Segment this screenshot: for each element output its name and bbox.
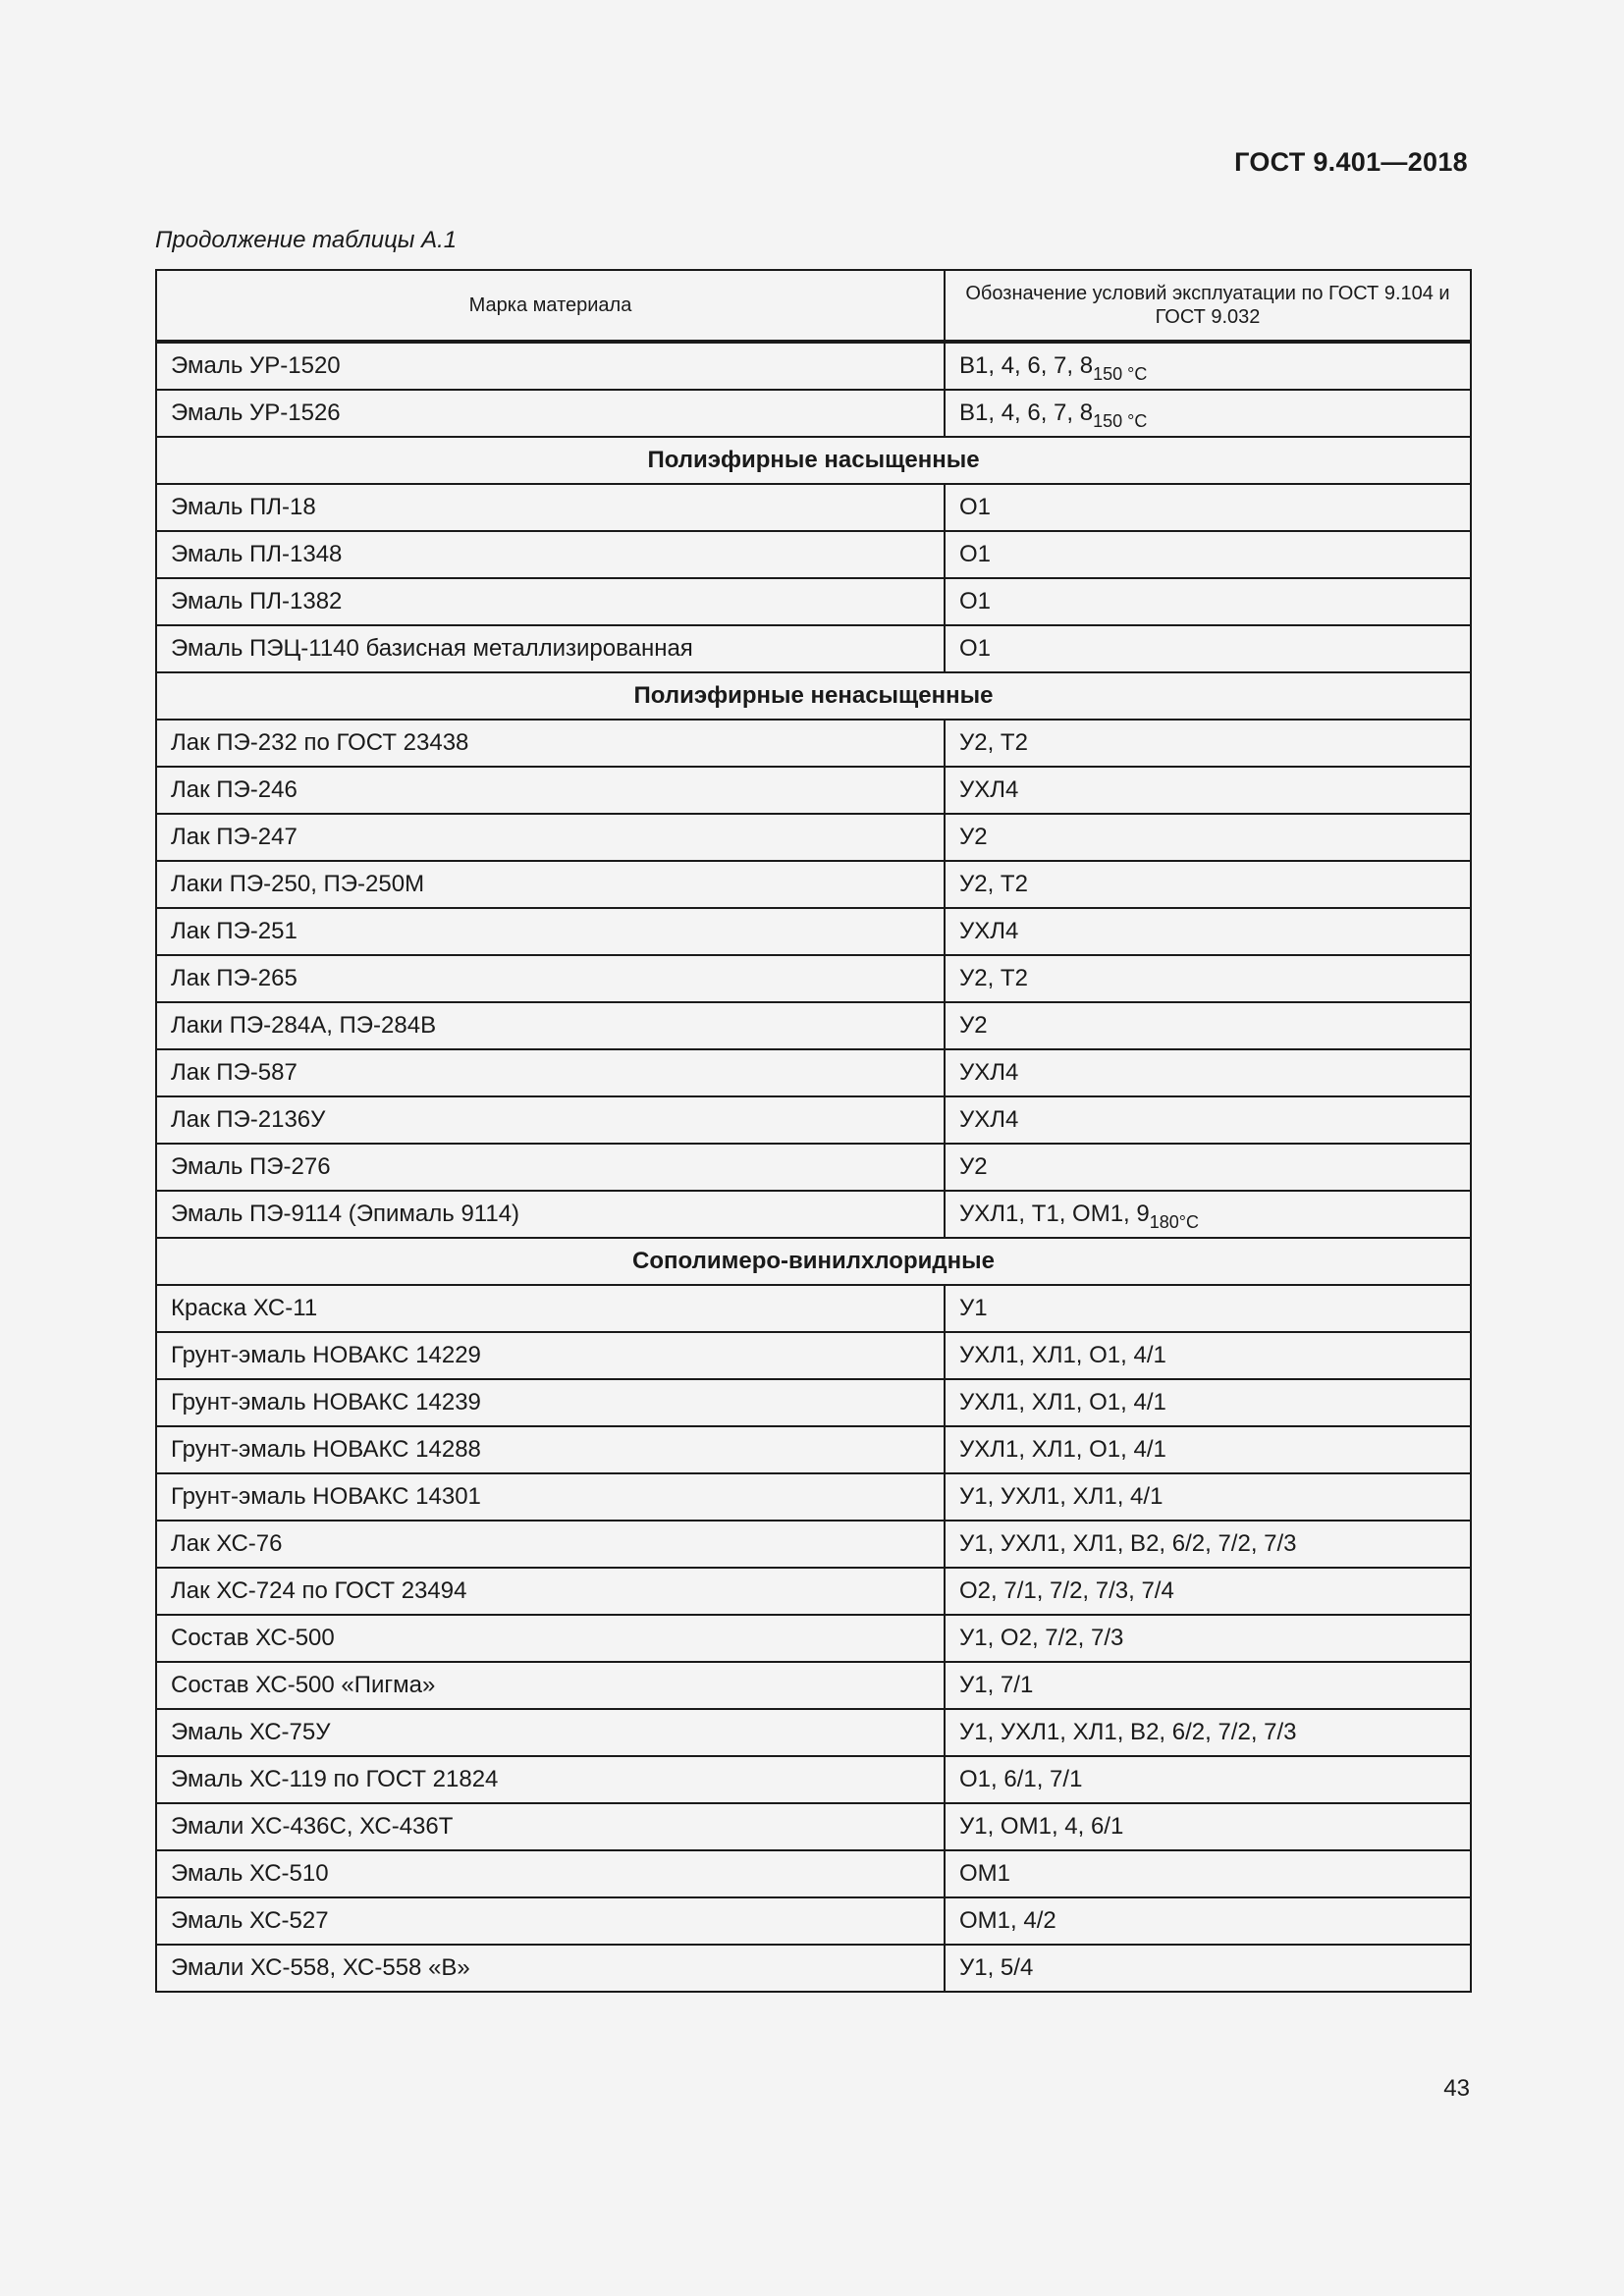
conditions-text: УХЛ4	[959, 1059, 1019, 1086]
table-row	[156, 1615, 1471, 1662]
material-cell: Краска ХС-11	[156, 1285, 945, 1332]
conditions-text: У1	[959, 1295, 988, 1321]
table-row	[156, 1191, 1471, 1238]
conditions-cell	[945, 342, 1471, 390]
conditions-cell	[945, 1049, 1471, 1096]
table-row	[156, 390, 1471, 437]
section-header-row	[156, 437, 1471, 484]
conditions-cell	[945, 720, 1471, 767]
table-row	[156, 1379, 1471, 1426]
conditions-cell	[945, 1285, 1471, 1332]
table-row	[156, 1850, 1471, 1897]
conditions-text: У1, УХЛ1, ХЛ1, В2, 6/2, 7/2, 7/3	[959, 1530, 1297, 1557]
material-cell: Лак ПЭ-587	[156, 1049, 945, 1096]
table-row	[156, 955, 1471, 1002]
conditions-cell	[945, 1803, 1471, 1850]
table-header-row	[156, 270, 1471, 342]
conditions-text: О2, 7/1, 7/2, 7/3, 7/4	[959, 1577, 1174, 1604]
material-cell: Эмаль ПЭ-276	[156, 1144, 945, 1191]
conditions-cell	[945, 625, 1471, 672]
table-row	[156, 908, 1471, 955]
conditions-text: У2	[959, 1012, 988, 1039]
conditions-text: УХЛ4	[959, 776, 1019, 803]
conditions-text: У2, Т2	[959, 871, 1028, 897]
conditions-text: УХЛ1, Т1, ОМ1, 9	[959, 1201, 1150, 1227]
section-title: Полиэфирные ненасыщенные	[156, 672, 1471, 720]
table-row	[156, 1332, 1471, 1379]
table-row	[156, 767, 1471, 814]
conditions-cell	[945, 1332, 1471, 1379]
conditions-text: У1, ОМ1, 4, 6/1	[959, 1813, 1124, 1840]
conditions-cell	[945, 1144, 1471, 1191]
material-cell: Грунт-эмаль НОВАКС 14239	[156, 1379, 945, 1426]
conditions-cell	[945, 1709, 1471, 1756]
conditions-text: О1	[959, 541, 992, 567]
conditions-cell	[945, 814, 1471, 861]
table-row	[156, 1096, 1471, 1144]
table-row	[156, 1049, 1471, 1096]
table-row	[156, 814, 1471, 861]
table-row	[156, 531, 1471, 578]
conditions-cell	[945, 1850, 1471, 1897]
standard-code: ГОСТ 9.401—2018	[1234, 147, 1468, 177]
conditions-text: В1, 4, 6, 7, 8	[959, 352, 1094, 379]
material-cell: Эмаль УР-1526	[156, 390, 945, 437]
material-cell: Лак ПЭ-246	[156, 767, 945, 814]
material-cell: Лак ПЭ-265	[156, 955, 945, 1002]
material-cell: Лак ПЭ-247	[156, 814, 945, 861]
table-row	[156, 484, 1471, 531]
conditions-text: О1, 6/1, 7/1	[959, 1766, 1083, 1792]
material-cell: Эмаль ХС-75У	[156, 1709, 945, 1756]
section-header-row	[156, 672, 1471, 720]
conditions-cell	[945, 955, 1471, 1002]
table-row	[156, 1897, 1471, 1945]
table-caption: Продолжение таблицы А.1	[155, 227, 458, 253]
conditions-text: У1, 7/1	[959, 1672, 1034, 1698]
column-header-material: Марка материала	[156, 270, 945, 342]
conditions-cell	[945, 1426, 1471, 1473]
conditions-text: УХЛ1, ХЛ1, О1, 4/1	[959, 1389, 1166, 1415]
conditions-text: ОМ1, 4/2	[959, 1907, 1056, 1934]
material-cell: Эмаль ПЭ-9114 (Эпималь 9114)	[156, 1191, 945, 1238]
conditions-text: УХЛ4	[959, 918, 1019, 944]
material-cell: Состав ХС-500	[156, 1615, 945, 1662]
conditions-cell	[945, 1191, 1471, 1238]
temperature-subscript: 150 °С	[1093, 411, 1148, 431]
conditions-text: У1, УХЛ1, ХЛ1, 4/1	[959, 1483, 1164, 1510]
conditions-text: У2, Т2	[959, 965, 1028, 991]
material-cell: Эмали ХС-436С, ХС-436Т	[156, 1803, 945, 1850]
material-cell: Грунт-эмаль НОВАКС 14229	[156, 1332, 945, 1379]
conditions-cell	[945, 1615, 1471, 1662]
conditions-cell	[945, 1945, 1471, 1992]
conditions-cell	[945, 1897, 1471, 1945]
table-row	[156, 578, 1471, 625]
material-cell: Лаки ПЭ-250, ПЭ-250М	[156, 861, 945, 908]
material-cell: Эмаль ПЛ-18	[156, 484, 945, 531]
material-cell: Эмаль ПЭЦ-1140 базисная металлизированная	[156, 625, 945, 672]
section-title: Сополимеро-винилхлоридные	[156, 1238, 1471, 1285]
conditions-cell	[945, 1521, 1471, 1568]
materials-table	[155, 269, 1472, 1993]
conditions-cell	[945, 1379, 1471, 1426]
conditions-text: УХЛ1, ХЛ1, О1, 4/1	[959, 1342, 1166, 1368]
material-cell: Эмаль ХС-527	[156, 1897, 945, 1945]
table-row	[156, 1568, 1471, 1615]
page-number: 43	[1443, 2075, 1470, 2102]
material-cell: Лак ПЭ-232 по ГОСТ 23438	[156, 720, 945, 767]
conditions-cell	[945, 1473, 1471, 1521]
table-row	[156, 1144, 1471, 1191]
conditions-text: УХЛ1, ХЛ1, О1, 4/1	[959, 1436, 1166, 1463]
table-row	[156, 1756, 1471, 1803]
conditions-text: О1	[959, 494, 992, 520]
material-cell: Лак ПЭ-251	[156, 908, 945, 955]
conditions-cell	[945, 578, 1471, 625]
table-row	[156, 625, 1471, 672]
conditions-cell	[945, 908, 1471, 955]
material-cell: Лак ХС-76	[156, 1521, 945, 1568]
conditions-cell	[945, 1002, 1471, 1049]
temperature-subscript: 180°С	[1149, 1212, 1199, 1232]
table-row	[156, 1285, 1471, 1332]
conditions-text: ОМ1	[959, 1860, 1011, 1887]
material-cell: Грунт-эмаль НОВАКС 14301	[156, 1473, 945, 1521]
material-cell: Эмаль ХС-510	[156, 1850, 945, 1897]
conditions-text: У1, 5/4	[959, 1954, 1034, 1981]
conditions-cell	[945, 1662, 1471, 1709]
conditions-cell	[945, 767, 1471, 814]
conditions-cell	[945, 1756, 1471, 1803]
conditions-text: У1, О2, 7/2, 7/3	[959, 1625, 1124, 1651]
conditions-text: У2	[959, 1153, 988, 1180]
material-cell: Эмаль ПЛ-1348	[156, 531, 945, 578]
conditions-text: О1	[959, 635, 992, 662]
material-cell: Состав ХС-500 «Пигма»	[156, 1662, 945, 1709]
conditions-text: У2, Т2	[959, 729, 1028, 756]
table-row	[156, 861, 1471, 908]
temperature-subscript: 150 °С	[1093, 364, 1148, 384]
table-row	[156, 1473, 1471, 1521]
table-row	[156, 1521, 1471, 1568]
conditions-cell	[945, 531, 1471, 578]
table-row	[156, 1709, 1471, 1756]
conditions-cell	[945, 1568, 1471, 1615]
table-row	[156, 1002, 1471, 1049]
table-row	[156, 720, 1471, 767]
material-cell: Эмаль ПЛ-1382	[156, 578, 945, 625]
table-body	[156, 342, 1471, 1992]
material-cell: Эмали ХС-558, ХС-558 «В»	[156, 1945, 945, 1992]
conditions-text: О1	[959, 588, 992, 614]
material-cell: Эмаль УР-1520	[156, 342, 945, 390]
table-row	[156, 1945, 1471, 1992]
conditions-cell	[945, 1096, 1471, 1144]
table-row	[156, 1662, 1471, 1709]
material-cell: Лаки ПЭ-284А, ПЭ-284В	[156, 1002, 945, 1049]
table-row	[156, 342, 1471, 390]
conditions-text: В1, 4, 6, 7, 8	[959, 400, 1094, 426]
conditions-cell	[945, 390, 1471, 437]
conditions-text: УХЛ4	[959, 1106, 1019, 1133]
table-row	[156, 1426, 1471, 1473]
conditions-cell	[945, 484, 1471, 531]
table-row	[156, 1803, 1471, 1850]
section-title: Полиэфирные насыщенные	[156, 437, 1471, 484]
column-header-conditions: Обозначение условий эксплуатации по ГОСТ 9.104 и ГОСТ 9.032	[945, 270, 1471, 342]
conditions-text: У2	[959, 824, 988, 850]
material-cell: Лак ПЭ-2136У	[156, 1096, 945, 1144]
material-cell: Лак ХС-724 по ГОСТ 23494	[156, 1568, 945, 1615]
conditions-text: У1, УХЛ1, ХЛ1, В2, 6/2, 7/2, 7/3	[959, 1719, 1297, 1745]
section-header-row	[156, 1238, 1471, 1285]
conditions-cell	[945, 861, 1471, 908]
material-cell: Грунт-эмаль НОВАКС 14288	[156, 1426, 945, 1473]
material-cell: Эмаль ХС-119 по ГОСТ 21824	[156, 1756, 945, 1803]
